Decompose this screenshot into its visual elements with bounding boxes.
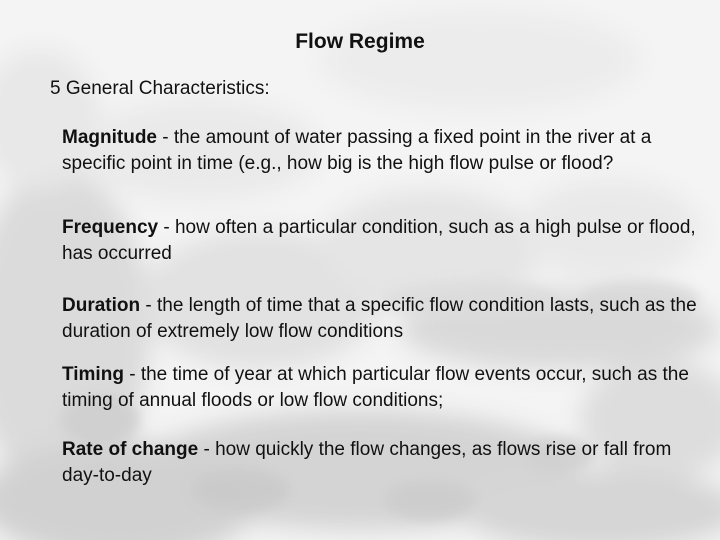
description-rate-of-change: - how quickly the flow changes, as flows rise or fall from day-to-day — [62, 439, 672, 486]
characteristic-timing — [62, 362, 702, 414]
characteristic-magnitude — [62, 125, 702, 177]
slide-title: Flow Regime — [295, 30, 425, 53]
characteristic-rate-of-change — [62, 437, 702, 489]
term-frequency: Frequency — [62, 217, 159, 238]
term-rate-of-change: Rate of change — [62, 439, 199, 460]
term-magnitude: Magnitude — [62, 127, 157, 148]
description-timing: - the time of year at which particular flow events occur, such as the timing of annual floods or low flow conditions; — [62, 364, 689, 411]
slide-subtitle: 5 General Characteristics: — [50, 78, 270, 99]
term-duration: Duration — [62, 295, 141, 316]
characteristic-frequency — [62, 215, 702, 267]
term-timing: Timing — [62, 364, 124, 385]
description-duration: - the length of time that a specific flow condition lasts, such as the duration of extremely low flow conditions — [62, 295, 697, 342]
characteristic-duration — [62, 293, 702, 345]
description-frequency: - how often a particular condition, such as a high pulse or flood, has occurred — [62, 217, 696, 264]
description-magnitude: - the amount of water passing a fixed point in the river at a specific point in time (e.g., how big is the high flow pulse or flood? — [62, 127, 652, 174]
